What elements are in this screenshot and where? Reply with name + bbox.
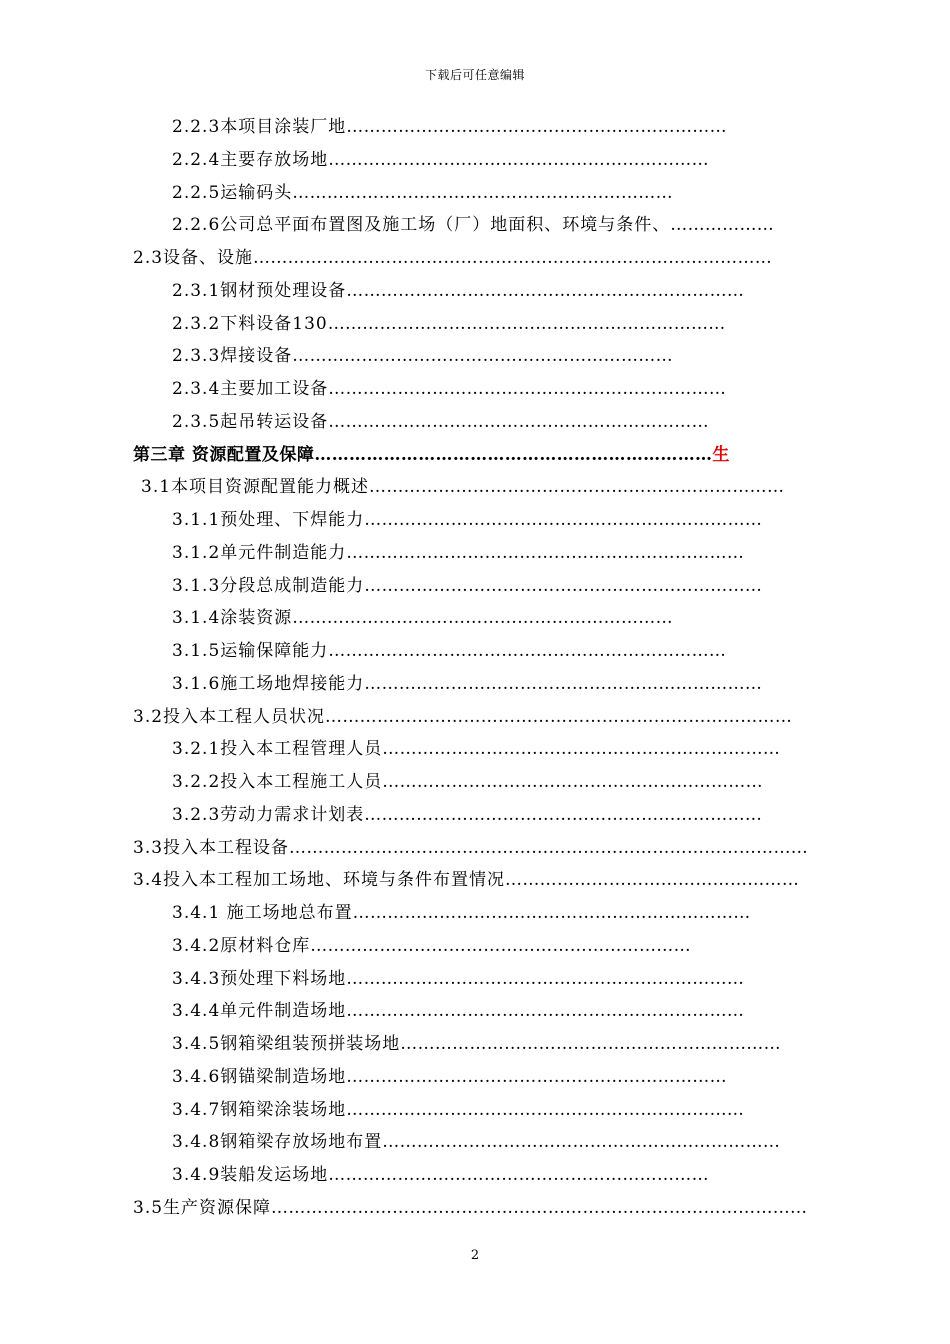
- toc-entry[interactable]: [172, 668, 762, 701]
- toc-entry[interactable]: [133, 832, 808, 865]
- toc-entry[interactable]: [172, 1126, 780, 1159]
- toc-entry[interactable]: [172, 733, 780, 766]
- toc-leader-dots: ……………………………………………………………: [346, 968, 745, 989]
- toc-entry[interactable]: [172, 406, 709, 439]
- toc-entry-title: 3.4.3预处理下料场地: [172, 968, 347, 989]
- toc-entry-title: 2.3.1钢材预处理设备: [172, 280, 347, 301]
- toc-leader-dots: ……………………………………………………………: [382, 739, 781, 760]
- toc-leader-dots: …………………………………………………………………………………: [271, 1197, 808, 1218]
- toc-entry-title: 2.3.5起吊转运设备: [172, 411, 329, 432]
- toc-entry[interactable]: [172, 537, 744, 570]
- page-header: 下载后可任意编辑: [424, 68, 525, 82]
- toc-entry[interactable]: [172, 570, 762, 603]
- toc-entry[interactable]: [133, 1192, 807, 1225]
- toc-leader-dots: …………………………………………………………: [328, 149, 709, 170]
- toc-entry-title: 3.4.7钢箱梁涂装场地: [172, 1099, 347, 1120]
- toc-page-reference: 生: [712, 444, 730, 465]
- toc-entry-title: 2.3.4主要加工设备: [172, 379, 329, 399]
- toc-entry[interactable]: [141, 471, 784, 504]
- toc-chapter-entry[interactable]: [133, 439, 730, 472]
- toc-leader-dots: ……………………………………………………………: [346, 1099, 745, 1120]
- toc-entry[interactable]: [172, 340, 673, 373]
- toc-leader-dots: …………………………………………………………: [382, 772, 763, 792]
- toc-entry-title: 3.1.6施工场地焊接能力: [172, 673, 365, 694]
- toc-leader-dots: …………………………………………………………: [346, 117, 727, 137]
- toc-leader-dots: ………………………………………………………………………………: [253, 248, 773, 268]
- toc-leader-dots: …………………………………………………………: [328, 1165, 709, 1185]
- toc-entry-title: 3.4.1 施工场地总布置: [172, 903, 353, 923]
- toc-entry-title: 3.2.2投入本工程施工人员: [172, 772, 383, 792]
- toc-entry-title: 2.3.2下料设备130: [172, 313, 328, 334]
- toc-entry-title: 3.1本项目资源配置能力概述: [141, 477, 370, 498]
- toc-leader-dots: ……………………………………………: [505, 870, 800, 891]
- toc-entry-title: 3.2.3劳动力需求计划表: [172, 804, 365, 825]
- toc-entry[interactable]: [172, 177, 673, 210]
- toc-leader-dots: …………………………………………………………: [292, 182, 673, 203]
- toc-entry[interactable]: [172, 995, 744, 1028]
- toc-entry[interactable]: [172, 1061, 727, 1094]
- toc-entry[interactable]: [133, 242, 772, 275]
- toc-entry-title: 3.2.1投入本工程管理人员: [172, 739, 383, 760]
- toc-entry-title: 3.1.1预处理、下焊能力: [172, 510, 365, 530]
- toc-leader-dots: ………………: [670, 215, 775, 236]
- toc-leader-dots: ……………………………………………………………: [328, 641, 727, 661]
- toc-entry[interactable]: [172, 504, 762, 537]
- toc-entry[interactable]: [172, 144, 709, 177]
- page-number: 2: [470, 1248, 480, 1263]
- toc-entry-title: 3.4.8钢箱梁存放场地布置: [172, 1132, 383, 1153]
- toc-entry[interactable]: [172, 602, 673, 635]
- toc-leader-dots: ……………………………………………………………: [352, 903, 751, 923]
- toc-entry[interactable]: [172, 1094, 744, 1127]
- toc-entry[interactable]: [172, 111, 727, 144]
- toc-leader-dots: ……………………………………………………………: [327, 313, 726, 334]
- toc-entry-title: 3.4.4单元件制造场地: [172, 1001, 347, 1022]
- toc-entry-title: 3.4.6钢锚梁制造场地: [172, 1066, 347, 1087]
- toc-entry[interactable]: [172, 799, 762, 832]
- toc-entry[interactable]: [133, 864, 799, 897]
- toc-leader-dots: ………………………………………………………………: [369, 477, 785, 498]
- toc-entry-title: 2.2.5运输码头: [172, 182, 293, 203]
- toc-entry[interactable]: [172, 209, 774, 242]
- toc-entry[interactable]: [172, 373, 726, 406]
- toc-leader-dots: ……………………………………………………………: [328, 379, 727, 399]
- toc-entry-title: 3.1.4涂装资源: [172, 608, 293, 629]
- toc-leader-dots: …………………………………………………………: [346, 1066, 727, 1087]
- toc-leader-dots: …………………………………………………………: [328, 411, 709, 432]
- toc-entry-title: 3.3投入本工程设备: [133, 837, 290, 858]
- toc-entry-title: 3.4投入本工程加工场地、环境与条件布置情况: [133, 870, 506, 891]
- toc-entry[interactable]: [172, 275, 744, 308]
- toc-leader-dots: …………………………………………………………: [292, 608, 673, 629]
- toc-leader-dots: ……………………………………………………………: [364, 673, 763, 694]
- toc-entry-title: 3.2投入本工程人员状况: [133, 706, 326, 727]
- toc-leader-dots: …………………………………………………………: [400, 1034, 781, 1054]
- toc-leader-dots: ……………………………………………………………: [346, 1001, 745, 1022]
- toc-entry-title: 3.1.2单元件制造能力: [172, 542, 347, 563]
- toc-leader-dots: ……………………………………………………………: [346, 280, 745, 301]
- toc-entry-title: 3.4.5钢箱梁组装预拼装场地: [172, 1034, 401, 1054]
- toc-entry-title: 2.3.3焊接设备: [172, 346, 293, 367]
- toc-leader-dots: ………………………………………………………………………………: [289, 837, 809, 858]
- toc-entry-title: 3.1.5运输保障能力: [172, 641, 329, 661]
- toc-entry-title: 2.2.4主要存放场地: [172, 149, 329, 170]
- toc-leader-dots: ……………………………………………………………: [364, 575, 763, 596]
- toc-entry-title: 第三章 资源配置及保障: [133, 444, 315, 465]
- toc-entry[interactable]: [172, 963, 744, 996]
- toc-leader-dots: …………………………………………………………: [292, 346, 673, 367]
- toc-entry-title: 3.1.3分段总成制造能力: [172, 575, 365, 596]
- toc-entry[interactable]: [172, 930, 691, 963]
- toc-entry-title: 2.2.3本项目涂装厂地: [172, 117, 347, 137]
- toc-entry-title: 3.4.9装船发运场地: [172, 1165, 329, 1185]
- toc-leader-dots: ……………………………………………………………: [314, 444, 713, 465]
- toc-entry[interactable]: [172, 635, 726, 668]
- toc-entry[interactable]: [172, 766, 763, 799]
- toc-entry-title: 3.4.2原材料仓库: [172, 935, 311, 956]
- toc-entry[interactable]: [172, 1159, 709, 1192]
- toc-entry-title: 3.5生产资源保障: [133, 1197, 272, 1218]
- toc-leader-dots: ……………………………………………………………: [364, 804, 763, 825]
- toc-leader-dots: ……………………………………………………………: [364, 510, 763, 530]
- toc-leader-dots: ……………………………………………………………: [382, 1132, 781, 1153]
- toc-entry[interactable]: [172, 897, 751, 930]
- toc-entry[interactable]: [172, 308, 726, 341]
- toc-entry[interactable]: [172, 1028, 781, 1061]
- toc-leader-dots: ……………………………………………………………: [346, 542, 745, 563]
- toc-entry[interactable]: [133, 701, 792, 734]
- toc-leader-dots: ………………………………………………………………………: [325, 706, 793, 727]
- toc-entry-title: 2.2.6公司总平面布置图及施工场（厂）地面积、环境与条件、: [172, 215, 671, 236]
- toc-entry-title: 2.3设备、设施: [133, 248, 254, 268]
- toc-leader-dots: …………………………………………………………: [310, 935, 691, 956]
